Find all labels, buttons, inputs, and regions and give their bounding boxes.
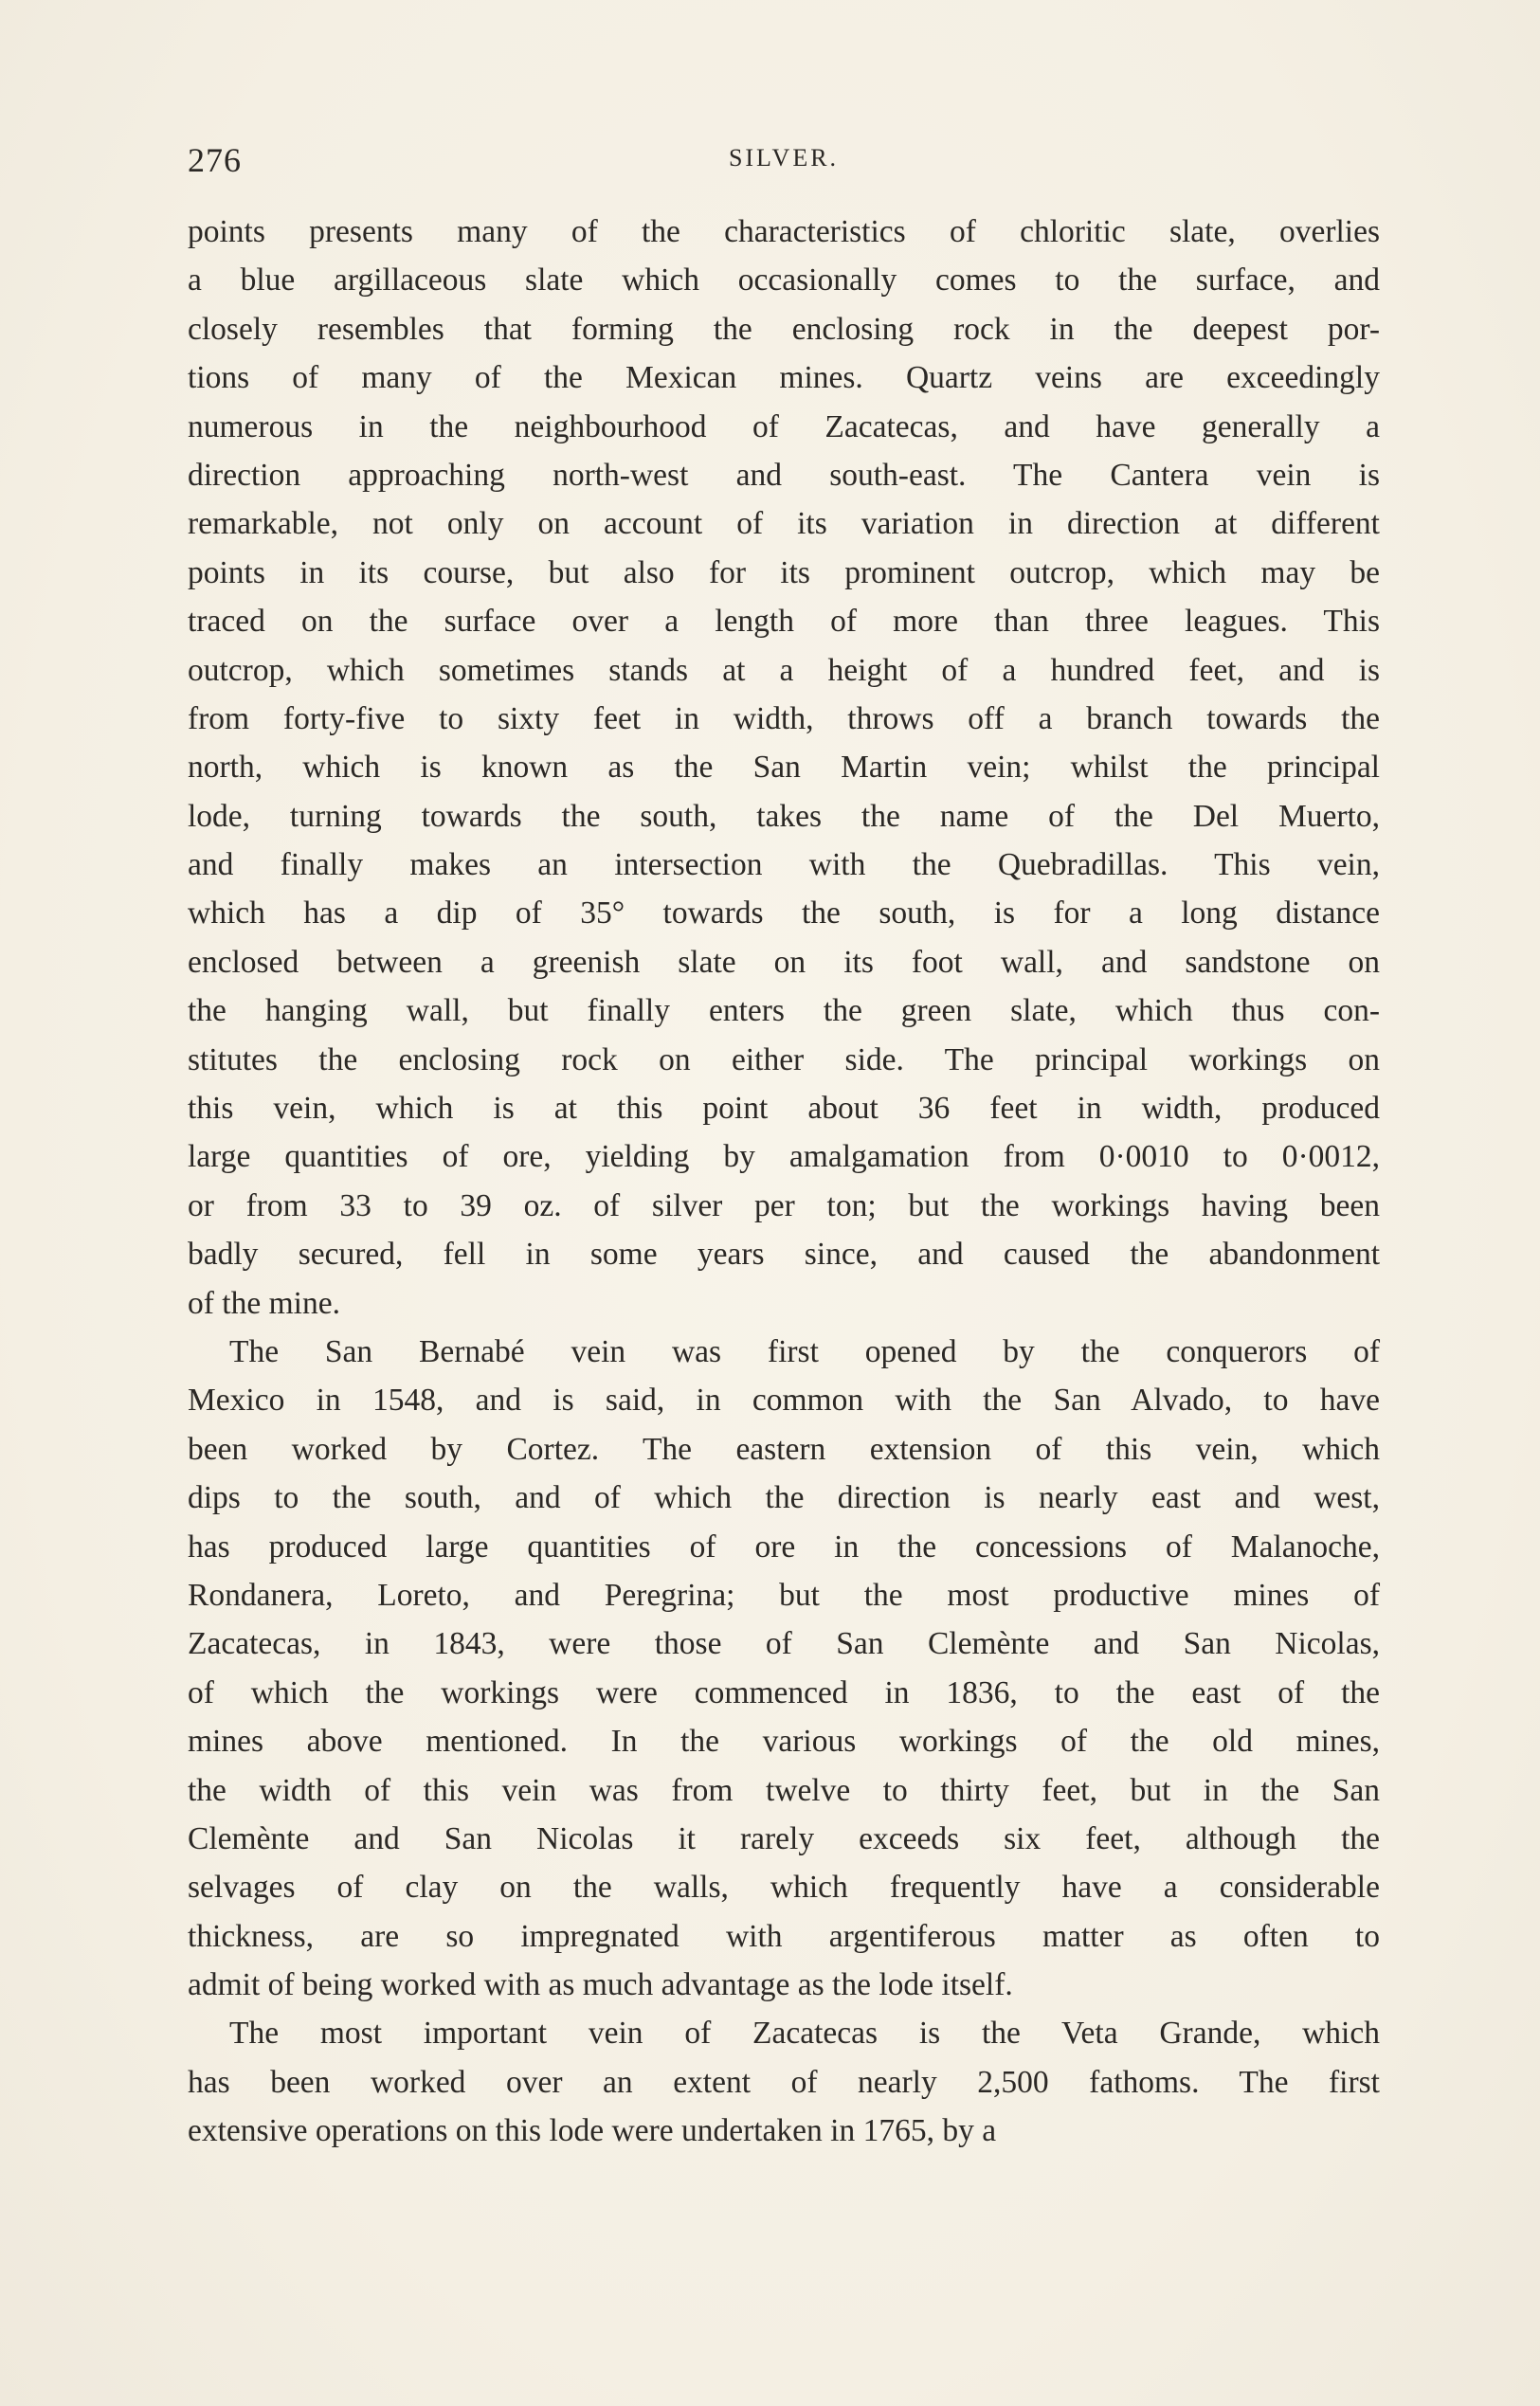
text-line: selvages of clay on the walls, which frequently have a considerable	[188, 1870, 1380, 1906]
text-line: or from 33 to 39 oz. of silver per ton; but the workings having been	[188, 1187, 1380, 1223]
text-line: remarkable, not only on account of its variation in direction at different	[188, 506, 1380, 542]
text-line: extensive operations on this lode were undertaken in 1765, by a	[188, 2113, 997, 2149]
text-line: thickness, are so impregnated with argentiferous matter as often to	[188, 1918, 1380, 1954]
text-line: traced on the surface over a length of more than three leagues. This	[188, 604, 1380, 640]
text-line: Zacatecas, in 1843, were those of San Clemènte and San Nicolas,	[188, 1626, 1380, 1662]
text-line: tions of many of the Mexican mines. Quartz veins are exceedingly	[188, 360, 1380, 396]
text-line: points presents many of the characteristics of chloritic slate, overlies	[188, 214, 1380, 249]
body-text	[188, 208, 1380, 2156]
page-header	[188, 140, 1380, 178]
text-line: north, which is known as the San Martin vein; whilst the principal	[188, 750, 1380, 786]
text-line: large quantities of ore, yielding by amalgamation from 0·0010 to 0·0012,	[188, 1139, 1380, 1175]
text-line: The most important vein of Zacatecas is the Veta Grande, which	[229, 2016, 1380, 2052]
text-line: the hanging wall, but finally enters the green slate, which thus con-	[188, 993, 1380, 1029]
text-line: dips to the south, and of which the direction is nearly east and west,	[188, 1480, 1380, 1516]
text-line: badly secured, fell in some years since, and caused the abandonment	[188, 1237, 1380, 1273]
text-line: of the mine.	[188, 1285, 340, 1321]
text-line: from forty-five to sixty feet in width, throws off a branch towards the	[188, 700, 1380, 736]
running-head: SILVER.	[728, 144, 840, 172]
text-line: outcrop, which sometimes stands at a height of a hundred feet, and is	[188, 652, 1380, 688]
paragraph	[188, 2009, 1380, 2155]
text-line: points in its course, but also for its prominent outcrop, which may be	[188, 554, 1380, 590]
page-number: 276	[188, 141, 242, 179]
text-line: Mexico in 1548, and is said, in common with the San Alvado, to have	[188, 1383, 1380, 1419]
text-line: stitutes the enclosing rock on either side. The principal workings on	[188, 1041, 1380, 1077]
text-line: Clemènte and San Nicolas it rarely exceeds six feet, although the	[188, 1820, 1380, 1856]
text-line: numerous in the neighbourhood of Zacatecas, and have generally a	[188, 408, 1380, 444]
text-line: a blue argillaceous slate which occasionally comes to the surface, and	[188, 262, 1380, 298]
text-line: this vein, which is at this point about 36 feet in width, produced	[188, 1091, 1380, 1127]
text-line: has been worked over an extent of nearly 2,500 fathoms. The first	[188, 2064, 1380, 2100]
text-line: been worked by Cortez. The eastern extension of this vein, which	[188, 1431, 1380, 1467]
text-line: the width of this vein was from twelve to thirty feet, but in the San	[188, 1772, 1380, 1808]
paragraph	[188, 208, 1380, 1328]
text-line: direction approaching north-west and south-east. The Cantera vein is	[188, 457, 1380, 493]
text-line: of which the workings were commenced in 1836, to the east of the	[188, 1674, 1380, 1710]
text-line: which has a dip of 35° towards the south, is for a long distance	[188, 895, 1380, 932]
text-line: closely resembles that forming the enclosing rock in the deepest por-	[188, 311, 1380, 347]
text-line: and finally makes an intersection with the Quebradillas. This vein,	[188, 847, 1380, 883]
text-line: has produced large quantities of ore in the concessions of Malanoche,	[188, 1529, 1380, 1565]
text-line: admit of being worked with as much advantage as the lode itself.	[188, 1967, 1013, 2003]
paragraph	[188, 1328, 1380, 2009]
text-line: mines above mentioned. In the various workings of the old mines,	[188, 1724, 1380, 1760]
text-line: lode, turning towards the south, takes the name of the Del Muerto,	[188, 798, 1380, 834]
text-line: The San Bernabé vein was first opened by the conquerors of	[229, 1333, 1380, 1369]
text-line: enclosed between a greenish slate on its foot wall, and sandstone on	[188, 944, 1380, 980]
text-line: Rondanera, Loreto, and Peregrina; but the most productive mines of	[188, 1577, 1380, 1613]
